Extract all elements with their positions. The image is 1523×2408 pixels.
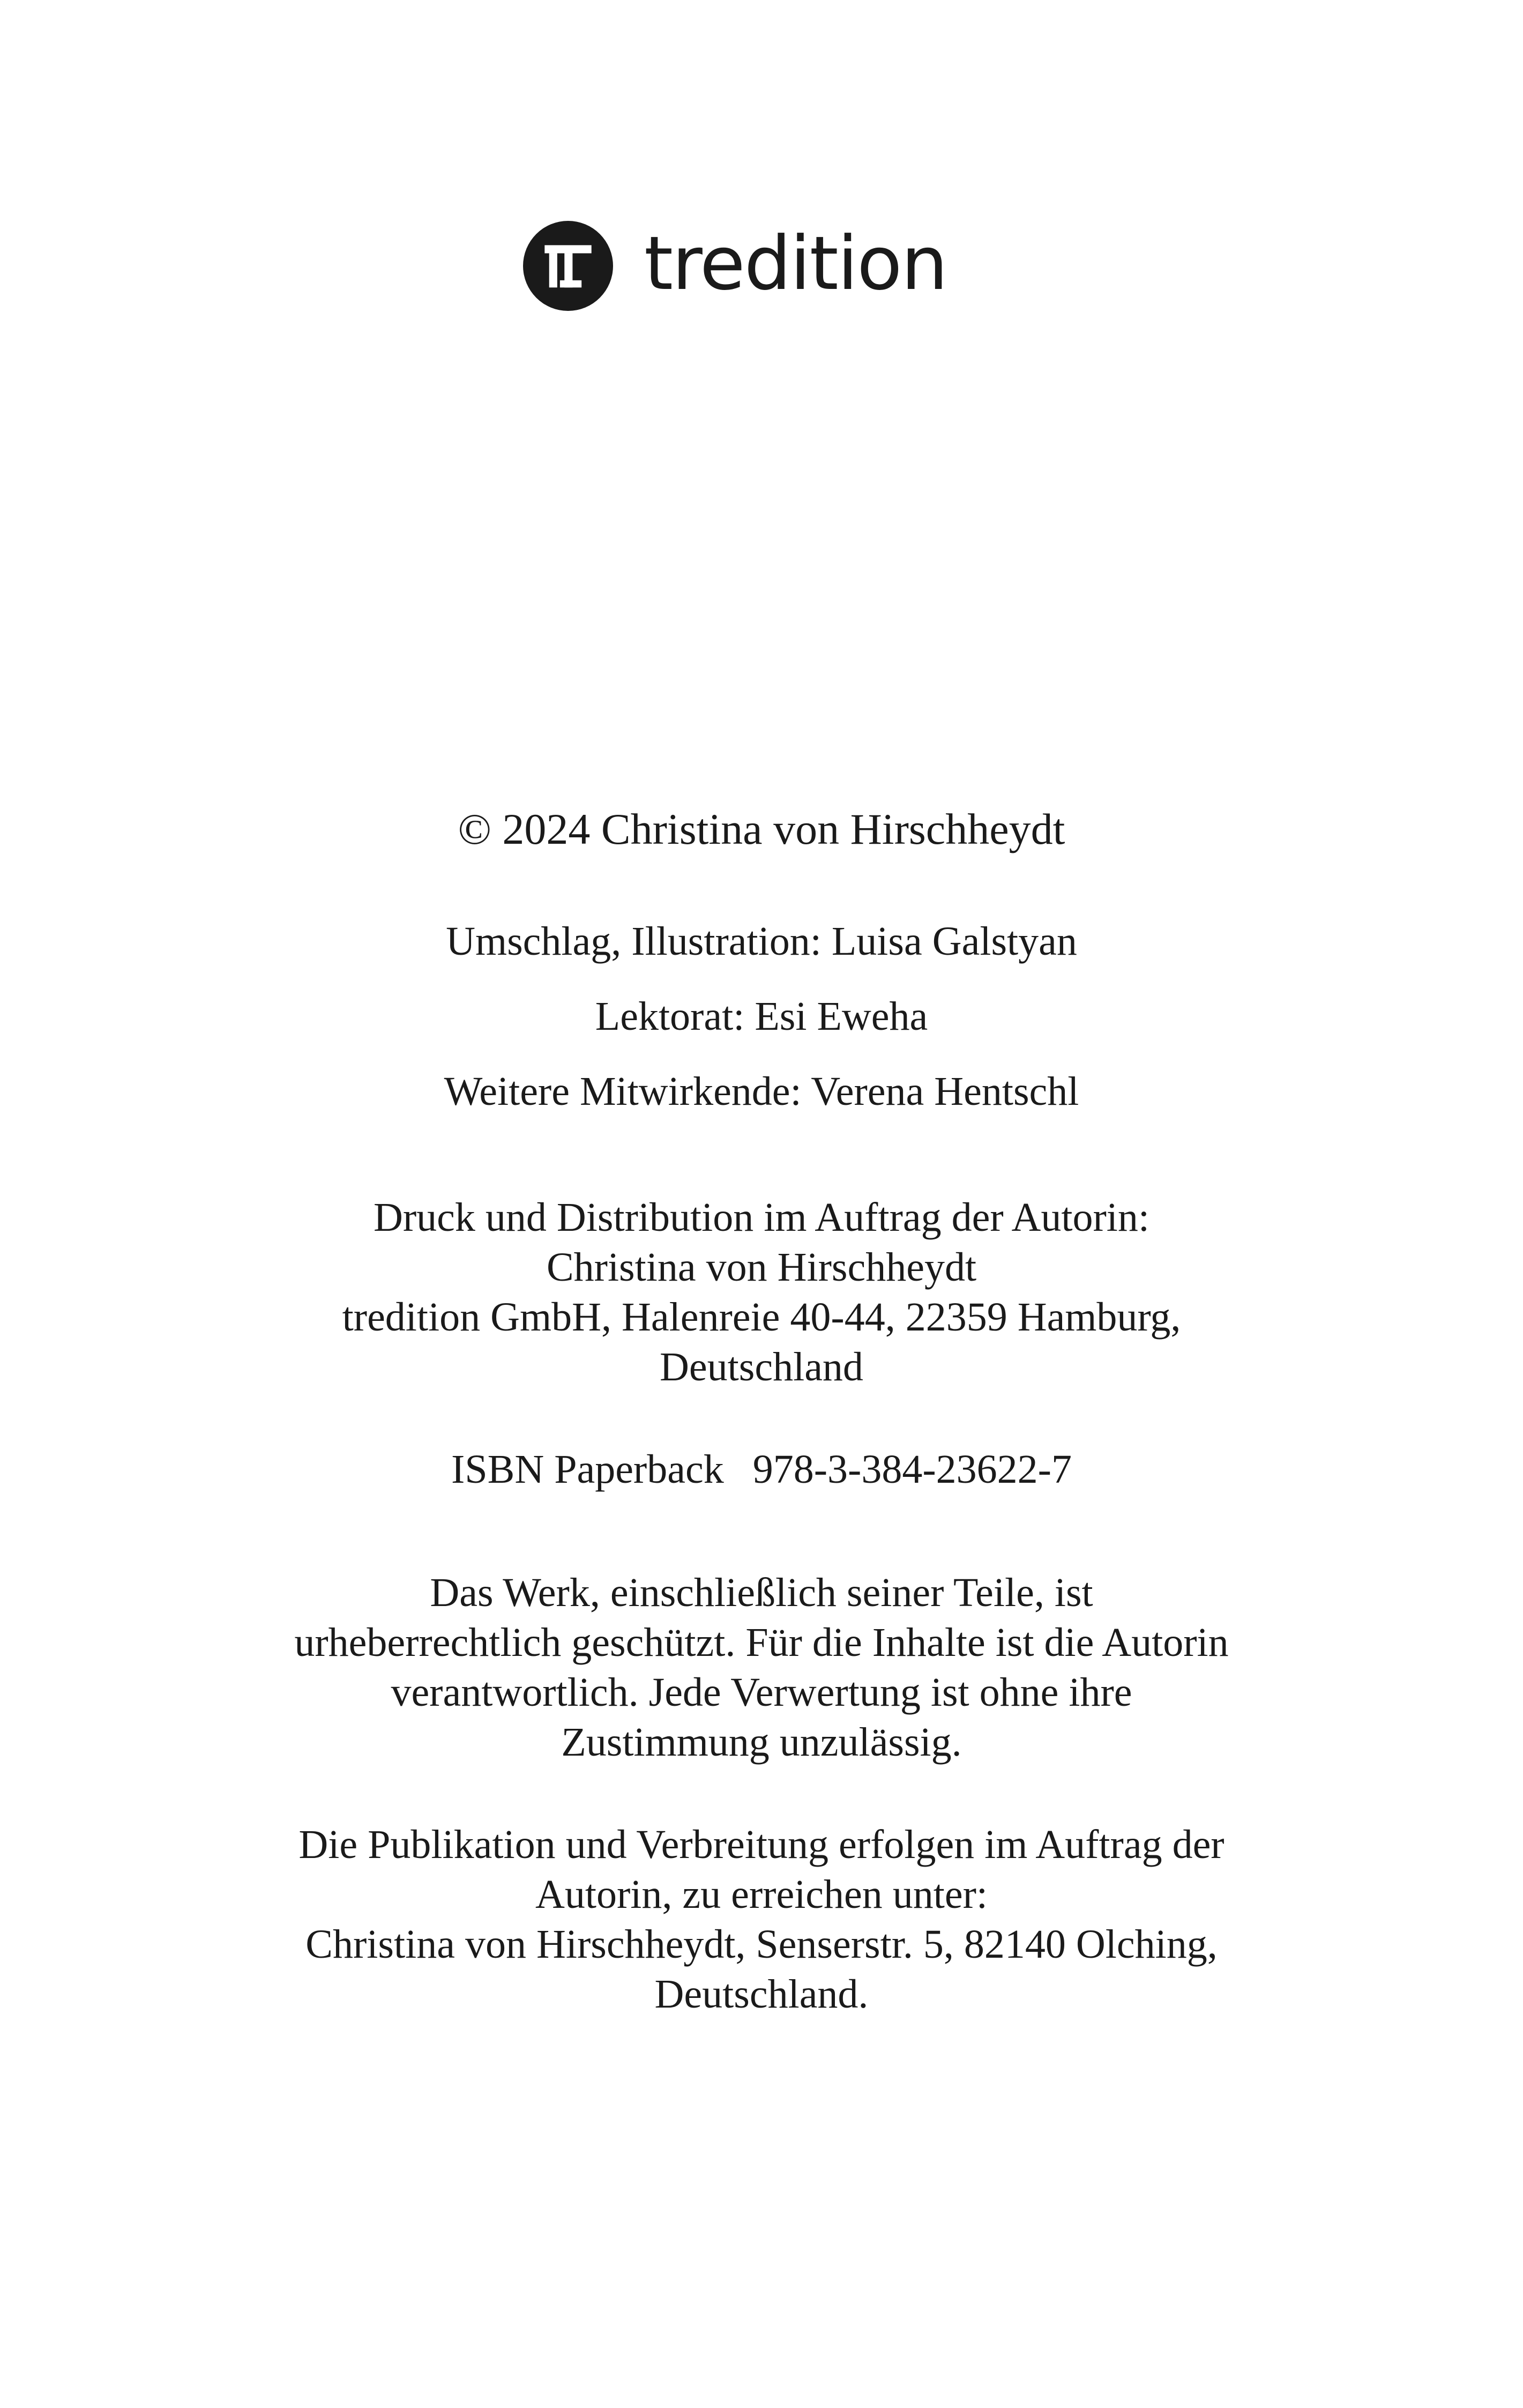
printing-line: tredition GmbH, Halenreie 40-44, 22359 Hamburg, <box>342 1295 1181 1340</box>
printing-info <box>0 1193 1523 1392</box>
isbn-value: 978-3-384-23622-7 <box>752 1447 1072 1492</box>
rights-notice <box>0 1568 1523 1767</box>
rights-line: urheberrechtlich geschützt. Für die Inhalte ist die Autorin <box>294 1620 1229 1665</box>
printing-line: Druck und Distribution im Auftrag der Autorin: <box>373 1195 1150 1240</box>
publisher-logo <box>523 221 947 311</box>
copyright-line: © 2024 Christina von Hirschheydt <box>458 805 1065 853</box>
isbn-line <box>0 1445 1523 1495</box>
publication-line: Autorin, zu erreichen unter: <box>535 1872 988 1917</box>
publication-line: Die Publikation und Verbreitung erfolgen im Auftrag der <box>298 1822 1225 1867</box>
rights-line: Das Werk, einschließlich seiner Teile, ist <box>430 1570 1093 1615</box>
printing-line: Deutschland <box>660 1344 863 1389</box>
tredition-logo-icon <box>523 221 613 311</box>
rights-line: verantwortlich. Jede Verwertung ist ohne ihre <box>391 1670 1132 1715</box>
publication-line: Christina von Hirschheydt, Senserstr. 5, 82140 Olching, <box>305 1922 1218 1967</box>
logo-wordmark: tredition <box>644 220 947 307</box>
isbn-info <box>0 1445 1523 1495</box>
editor-credit-line: Lektorat: Esi Eweha <box>595 994 928 1039</box>
rights-line: Zustimmung unzulässig. <box>561 1720 962 1765</box>
publication-line: Deutschland. <box>654 1972 869 2017</box>
copyright-notice <box>0 804 1523 854</box>
cover-credit-line: Umschlag, Illustration: Luisa Galstyan <box>446 919 1077 964</box>
contributors-credit <box>0 1067 1523 1117</box>
contributors-credit-line: Weitere Mitwirkende: Verena Hentschl <box>444 1069 1079 1114</box>
editor-credit <box>0 992 1523 1042</box>
publication-notice <box>0 1820 1523 2019</box>
cover-credit <box>0 917 1523 967</box>
printing-line: Christina von Hirschheydt <box>546 1245 977 1290</box>
isbn-label: ISBN Paperback <box>451 1447 724 1492</box>
